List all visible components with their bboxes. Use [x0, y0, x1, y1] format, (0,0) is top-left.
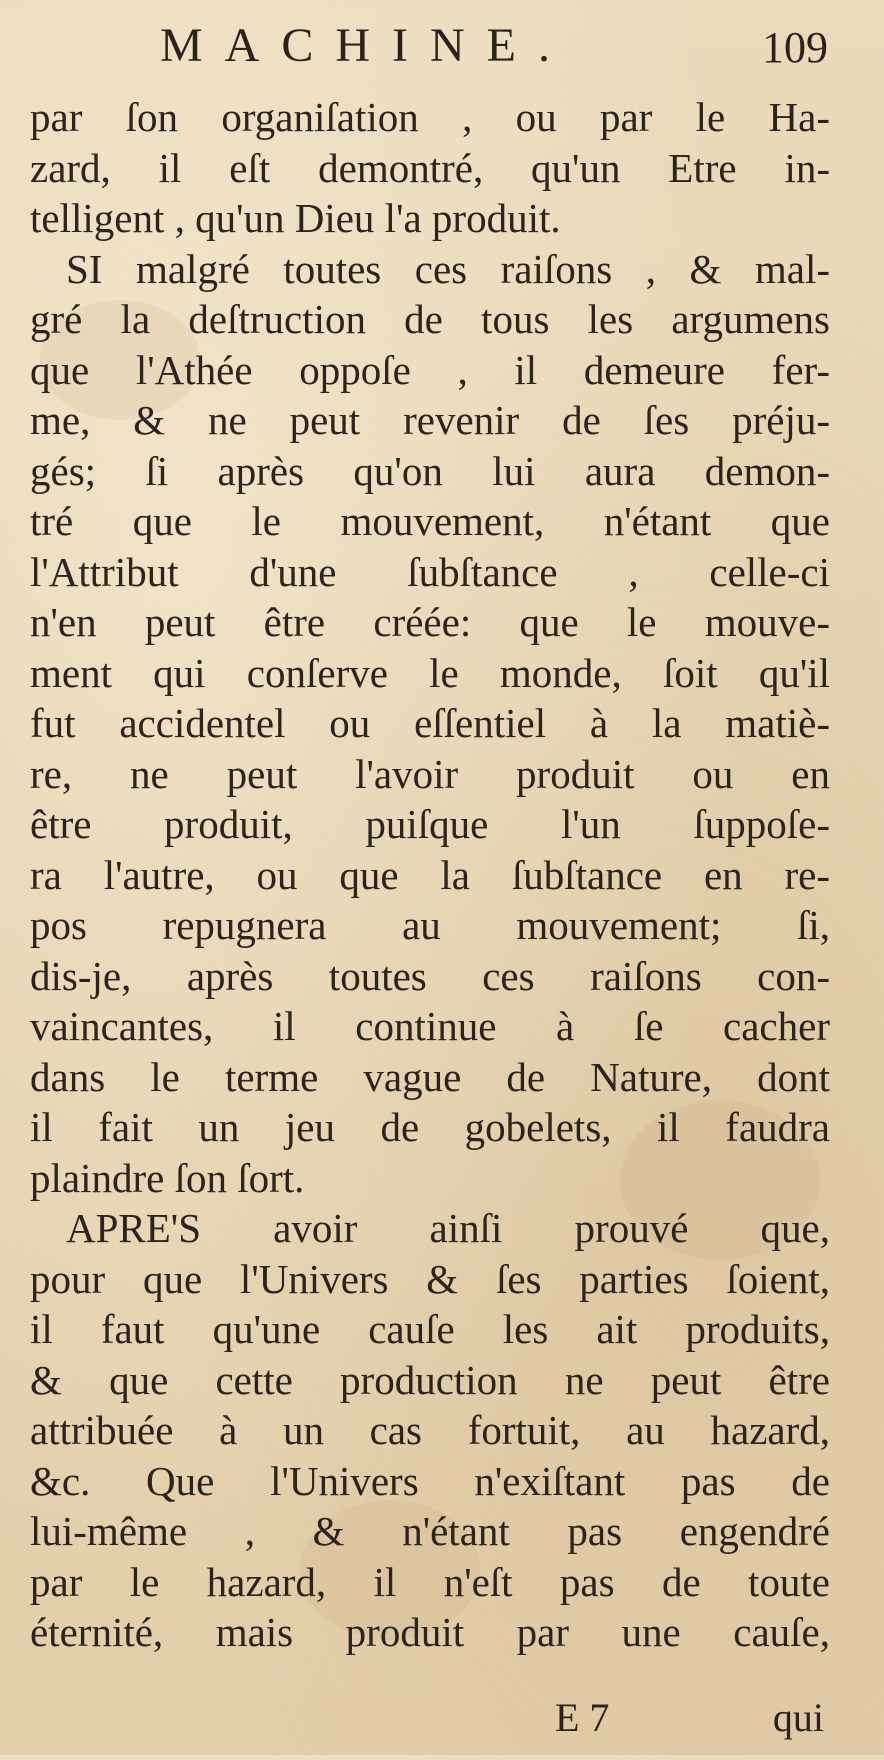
text-line: par le hazard, il n'eſt pas de toute — [30, 1558, 830, 1605]
text-line: gés; ſi après qu'on lui aura demon- — [30, 447, 830, 494]
text-line: l'Attribut d'une ſubſtance , celle-ci — [30, 548, 830, 595]
text-line: vaincantes, il continue à ſe cacher — [30, 1003, 830, 1049]
text-line: fut accidentel ou eſſentiel à la matiè- — [30, 700, 830, 746]
running-head-title: MACHINE. — [160, 19, 572, 72]
text-line: ra l'autre, ou que la ſubſtance en re- — [30, 851, 830, 898]
text-line: il faut qu'une cauſe les ait produits, — [30, 1306, 830, 1352]
catchline — [0, 1695, 884, 1760]
text-line: n'en peut être créée: que le mouve- — [30, 599, 830, 645]
text-line: tré que le mouvement, n'étant que — [30, 498, 830, 544]
text-line: re, ne peut l'avoir produit ou en — [30, 750, 830, 797]
text-line: lui-même , & n'étant pas engendré — [30, 1508, 830, 1554]
catchword: qui — [772, 1695, 824, 1740]
body-text — [30, 92, 830, 1658]
text-line: dis-je, après toutes ces raiſons con- — [30, 952, 830, 999]
text-line: telligent , qu'un Dieu l'a produit. — [30, 195, 561, 241]
text-line: ment qui conſerve le monde, ſoit qu'il — [30, 649, 830, 696]
text-line: plaindre ſon ſort. — [30, 1154, 305, 1201]
text-line: zard, il eſt demontré, qu'un Etre in- — [30, 144, 830, 191]
text-line: SI malgré toutes ces raiſons , & mal- — [66, 245, 830, 292]
running-head — [0, 14, 884, 84]
text-line: attribuée à un cas fortuit, au hazard, — [30, 1407, 830, 1453]
text-line: me, & ne peut revenir de ſes préju- — [30, 397, 830, 443]
text-line: pour que l'Univers & ſes parties ſoient, — [30, 1255, 830, 1302]
text-line: &c. Que l'Univers n'exiſtant pas de — [30, 1457, 830, 1504]
text-line: APRE'S avoir ainſi prouvé que, — [66, 1205, 830, 1251]
text-line: pos repugnera au mouvement; ſi, — [30, 902, 830, 948]
text-line: gré la deſtruction de tous les argumens — [30, 296, 830, 342]
text-line: éternité, mais produit par une cauſe, — [30, 1609, 830, 1655]
text-line: il fait un jeu de gobelets, il faudra — [30, 1104, 830, 1150]
text-line: être produit, puiſque l'un ſuppoſe- — [30, 801, 830, 847]
text-line: & que cette production ne peut être — [30, 1356, 830, 1403]
signature-mark: E 7 — [555, 1695, 610, 1740]
text-line: dans le terme vague de Nature, dont — [30, 1053, 830, 1100]
text-line: que l'Athée oppoſe , il demeure fer- — [30, 346, 830, 393]
page-number: 109 — [762, 23, 828, 72]
text-line: par ſon organiſation , ou par le Ha- — [30, 94, 830, 140]
